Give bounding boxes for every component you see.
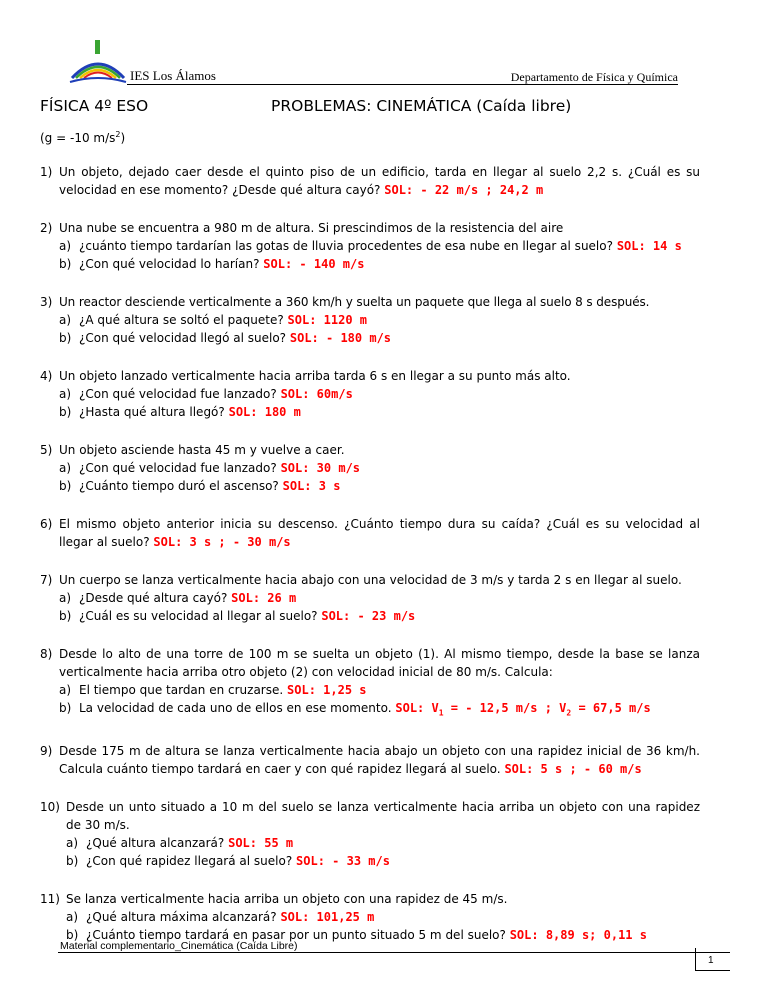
problem-statement bbox=[59, 367, 700, 385]
part-text: ¿Cuál es su velocidad al llegar al suelo? bbox=[79, 609, 318, 623]
header-rule bbox=[127, 84, 678, 85]
part-text: ¿Cuánto tiempo tardará en pasar por un punto situado 5 m del suelo? bbox=[86, 928, 506, 943]
problem-item bbox=[40, 293, 700, 347]
problem-statement bbox=[59, 742, 700, 778]
problem-text: Desde 175 m de altura se lanza verticalmente hacia abajo un objeto con una rapidez inicial de 36 km/h. Calcula cuánto tiempo tardará en caer y con qué rapidez llegará al suelo. bbox=[59, 744, 700, 777]
part-text: ¿cuánto tiempo tardarían las gotas de lluvia procedentes de esa nube en llegar al suelo? bbox=[79, 239, 613, 253]
footer-rule bbox=[58, 952, 730, 953]
problem-item bbox=[40, 441, 700, 495]
part-label: a) bbox=[59, 591, 72, 605]
part-text: ¿Qué altura máxima alcanzará? bbox=[86, 910, 277, 925]
problem-statement bbox=[59, 293, 700, 311]
problem-statement bbox=[66, 798, 700, 834]
school-name: IES Los Álamos bbox=[130, 68, 216, 83]
gravity-note bbox=[40, 131, 125, 145]
solution-text: SOL: 60m/s bbox=[280, 387, 353, 401]
part-label: b) bbox=[59, 257, 72, 271]
problem-number: 10) bbox=[40, 800, 60, 815]
part-text: ¿Con qué velocidad fue lanzado? bbox=[79, 387, 277, 401]
part-text: ¿Qué altura alcanzará? bbox=[86, 836, 225, 851]
part-label: a) bbox=[66, 836, 79, 851]
part-label: b) bbox=[66, 928, 79, 943]
problem-number: 1) bbox=[40, 165, 53, 179]
problem-text: Desde un unto situado a 10 m del suelo se lanza verticalmente hacia arriba un objeto con una rapidez de 30 m/s. bbox=[66, 800, 700, 833]
part-label: b) bbox=[66, 854, 79, 869]
velocity-subscript: 2 bbox=[566, 708, 572, 718]
problem-statement bbox=[59, 219, 700, 237]
problem-statement bbox=[59, 571, 700, 589]
problem-part bbox=[59, 237, 700, 255]
part-text: El tiempo que tardan en cruzarse. bbox=[79, 683, 284, 697]
part-text: ¿Hasta qué altura llegó? bbox=[79, 405, 225, 419]
problem-statement bbox=[59, 645, 700, 681]
solution-text: SOL: 8,89 s; 0,11 s bbox=[509, 928, 647, 943]
gravity-suffix: ) bbox=[120, 131, 126, 145]
part-label: a) bbox=[59, 387, 72, 401]
part-text: ¿Desde qué altura cayó? bbox=[79, 591, 228, 605]
department-name: Departamento de Física y Química bbox=[510, 70, 678, 84]
part-label: a) bbox=[59, 683, 72, 697]
problem-part bbox=[59, 403, 700, 421]
solution-text: SOL: 5 s ; - 60 m/s bbox=[504, 762, 642, 777]
part-label: a) bbox=[59, 313, 72, 327]
part-label: a) bbox=[66, 910, 79, 925]
problem-part bbox=[59, 311, 700, 329]
subject-title: FÍSICA 4º ESO bbox=[40, 97, 149, 115]
problem-part bbox=[59, 681, 700, 699]
problem-item bbox=[40, 798, 700, 870]
solution-text: SOL: 55 m bbox=[228, 836, 294, 851]
problem-number: 4) bbox=[40, 369, 53, 383]
solution-text: SOL: - 33 m/s bbox=[296, 854, 390, 869]
solution-text: SOL: 1,25 s bbox=[287, 683, 367, 697]
problem-item bbox=[40, 890, 700, 944]
part-label: a) bbox=[59, 461, 72, 475]
problem-part bbox=[59, 459, 700, 477]
solution-text: SOL: - 23 m/s bbox=[321, 609, 416, 623]
part-text: ¿Con qué velocidad fue lanzado? bbox=[79, 461, 277, 475]
page-number: 1 bbox=[708, 955, 714, 966]
part-label: b) bbox=[59, 609, 72, 623]
problem-statement bbox=[59, 163, 700, 199]
problem-item bbox=[40, 742, 700, 778]
problem-list bbox=[40, 163, 700, 964]
problem-text: El mismo objeto anterior inicia su descenso. ¿Cuánto tiempo dura su caída? ¿Cuál es su velocidad al llegar al suelo? bbox=[59, 517, 700, 549]
velocity-subscript: 1 bbox=[438, 708, 444, 718]
problem-statement bbox=[59, 515, 700, 551]
part-label: b) bbox=[59, 701, 72, 715]
problem-text: Una nube se encuentra a 980 m de altura. Si prescindimos de la resistencia del aire bbox=[59, 221, 564, 235]
problem-part bbox=[66, 852, 700, 870]
solution-text: SOL: 180 m bbox=[228, 405, 301, 419]
problem-part bbox=[59, 699, 700, 722]
problem-item bbox=[40, 163, 700, 199]
problem-number: 2) bbox=[40, 221, 53, 235]
problem-part bbox=[59, 477, 700, 495]
topic-title: PROBLEMAS: CINEMÁTICA (Caída libre) bbox=[271, 97, 572, 115]
problem-text: Un reactor desciende verticalmente a 360 km/h y suelta un paquete que llega al suelo 8 s después. bbox=[59, 295, 650, 309]
part-label: b) bbox=[59, 405, 72, 419]
part-text: ¿Con qué velocidad llegó al suelo? bbox=[79, 331, 287, 345]
part-label: b) bbox=[59, 331, 72, 345]
problem-item bbox=[40, 515, 700, 551]
problem-number: 11) bbox=[40, 892, 60, 907]
part-text: ¿Con qué rapidez llegará al suelo? bbox=[86, 854, 293, 869]
gravity-exponent: 2 bbox=[115, 130, 121, 139]
problem-text: Un objeto lanzado verticalmente hacia arriba tarda 6 s en llegar a su punto más alto. bbox=[59, 369, 571, 383]
problem-text: Se lanza verticalmente hacia arriba un objeto con una rapidez de 45 m/s. bbox=[66, 892, 508, 907]
solution-text: SOL: 3 s bbox=[282, 479, 341, 493]
part-text: La velocidad de cada uno de ellos en ese momento. bbox=[79, 701, 392, 715]
problem-text: Un objeto asciende hasta 45 m y vuelve a caer. bbox=[59, 443, 345, 457]
problem-item bbox=[40, 219, 700, 273]
solution-text: SOL: 1120 m bbox=[287, 313, 368, 327]
school-logo bbox=[68, 38, 128, 84]
part-label: b) bbox=[59, 479, 72, 493]
problem-statement bbox=[59, 441, 700, 459]
problem-part bbox=[59, 255, 700, 273]
problem-part bbox=[59, 607, 700, 625]
footer-text: Material complementario_Cinemática (Caída Libre) bbox=[60, 940, 298, 952]
problem-part bbox=[59, 589, 700, 607]
problem-number: 3) bbox=[40, 295, 53, 309]
problem-number: 8) bbox=[40, 647, 53, 661]
solution-text: SOL: 30 m/s bbox=[280, 461, 361, 475]
problem-text: Un objeto, dejado caer desde el quinto piso de un edificio, tarda en llegar al suelo 2,2 s. ¿Cuál es su velocidad en ese momento? ¿Desde qué altura cayó? bbox=[59, 165, 700, 197]
solution-text: SOL: 14 s bbox=[616, 239, 682, 253]
solution-text: SOL: 3 s ; - 30 m/s bbox=[153, 535, 291, 549]
problem-statement bbox=[66, 890, 700, 908]
problem-item bbox=[40, 645, 700, 722]
problem-text: Un cuerpo se lanza verticalmente hacia abajo con una velocidad de 3 m/s y tarda 2 s en llegar al suelo. bbox=[59, 573, 682, 587]
problem-number: 7) bbox=[40, 573, 53, 587]
problem-text: Desde lo alto de una torre de 100 m se suelta un objeto (1). Al mismo tiempo, desde la base se lanza verticalmente hacia arriba otro objeto (2) con velocidad inicial de 80 m/s. Calcula: bbox=[59, 647, 700, 679]
problem-item bbox=[40, 367, 700, 421]
part-text: ¿Cuánto tiempo duró el ascenso? bbox=[79, 479, 279, 493]
gravity-prefix: (g = -10 m/s bbox=[40, 131, 116, 145]
problem-part bbox=[66, 834, 700, 852]
problem-part bbox=[66, 908, 700, 926]
problem-part bbox=[59, 329, 700, 347]
solution-text: SOL: 26 m bbox=[231, 591, 297, 605]
solution-text: SOL: $V_1$ = - 12,5 m/s ; $V_2 = 67,5$ m/s bbox=[395, 701, 651, 718]
problem-part bbox=[59, 385, 700, 403]
solution-text: SOL: - 140 m/s bbox=[263, 257, 365, 271]
problem-item bbox=[40, 571, 700, 625]
problem-number: 5) bbox=[40, 443, 53, 457]
part-text: ¿Con qué velocidad lo harían? bbox=[79, 257, 260, 271]
solution-text: SOL: - 180 m/s bbox=[289, 331, 392, 345]
solution-text: SOL: 101,25 m bbox=[280, 910, 375, 925]
problem-number: 6) bbox=[40, 517, 53, 531]
problem-number: 9) bbox=[40, 744, 53, 759]
solution-text: SOL: - 22 m/s ; 24,2 m bbox=[384, 183, 544, 197]
part-label: a) bbox=[59, 239, 72, 253]
part-text: ¿A qué altura se soltó el paquete? bbox=[79, 313, 284, 327]
